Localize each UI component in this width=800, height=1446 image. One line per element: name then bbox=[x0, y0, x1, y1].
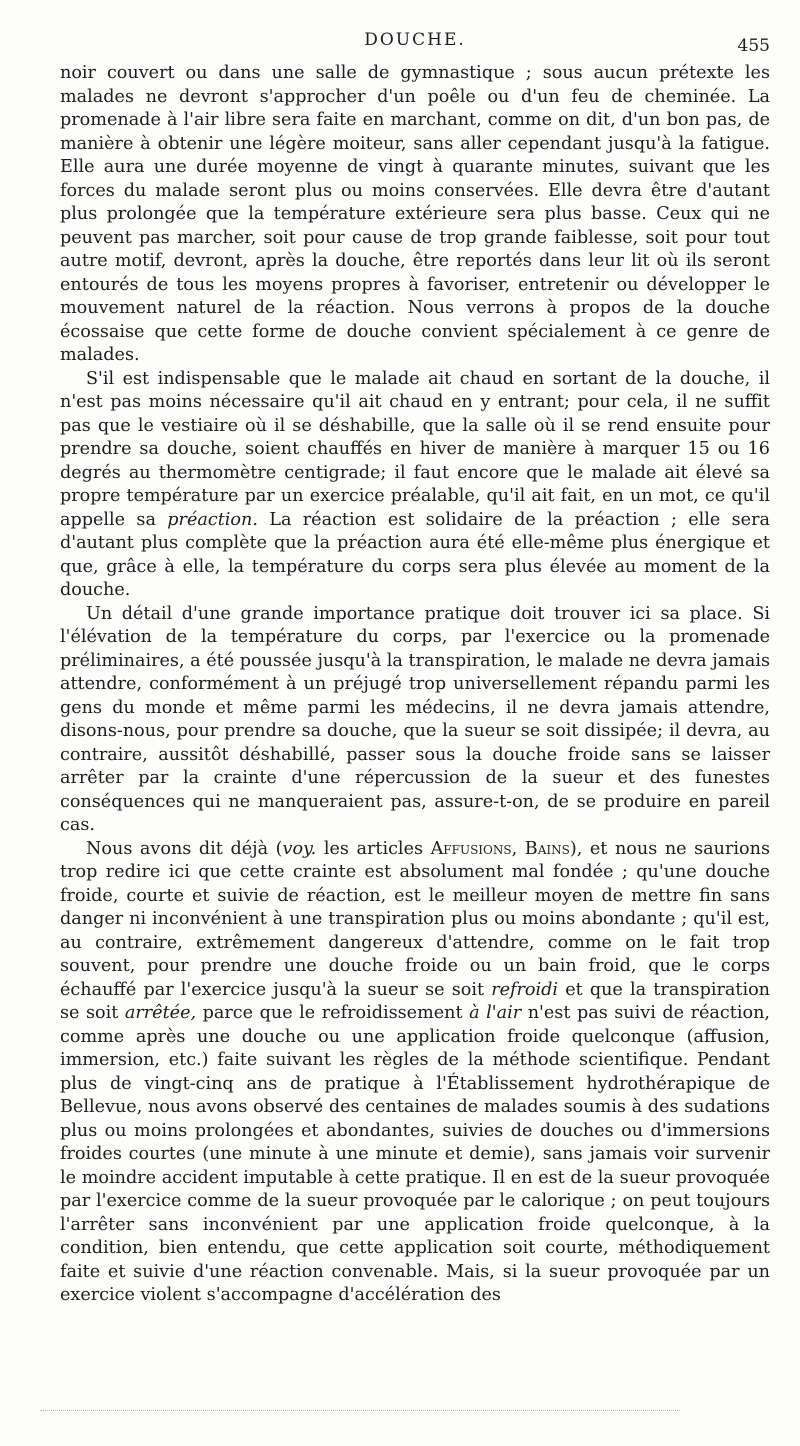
paragraph-4-text-c: , bbox=[511, 838, 525, 859]
italic-arretee: arrêtée, bbox=[124, 1003, 197, 1023]
smallcaps-affusions: Affusions bbox=[430, 838, 512, 859]
page-number: 455 bbox=[737, 36, 770, 56]
paragraph-1: noir couvert ou dans une salle de gymnastique ; sous aucun prétexte les malades ne devront s'approcher d'un poêle ou d'un feu de cheminée. La promenade à l'air libre sera faite en marchant, comme on dit, d'un bon pas, de manière à obtenir une légère moiteur, sans aller cependant jusqu'à la fatigue. Elle aura une durée moyenne de vingt à quarante minutes, suivant que les forces du malade seront plus ou moins conservées. Elle devra être d'autant plus prolongée que la température extérieure sera plus basse. Ceux qui ne peuvent pas marcher, soit pour cause de trop grande faiblesse, soit pour tout autre motif, devront, après la douche, être reportés dans leur lit où ils seront entourés de tous les moyens propres à favoriser, entretenir ou développer le mouvement naturel de la réaction. Nous verrons à propos de la douche écossaise que cette forme de douche convient spécialement à ce genre de malades. bbox=[60, 63, 770, 365]
paragraph-4-text-b: les articles bbox=[316, 838, 431, 859]
paragraph-4-text-a: Nous avons dit déjà ( bbox=[86, 838, 283, 859]
paragraph-4 bbox=[60, 838, 770, 1308]
italic-preaction: préaction. bbox=[167, 509, 258, 530]
running-title: DOUCHE. bbox=[364, 30, 466, 50]
paragraph-2 bbox=[60, 368, 770, 603]
paragraph-4-text-f: parce que le refroidissement bbox=[196, 1003, 470, 1023]
paragraph-4-text-g: n'est pas suivi de réaction, comme après une douche ou une application froide quelconque (affusion, immersion, etc.) faite suivant les règles de la méthode scientifique. Pendant plus de vingt-cinq ans de pratique à l'Établissement hydrothérapique de Bellevue, nous avons observé des centaines de malades soumis à des sudations plus ou moins prolongées et abondantes, suivies de douches ou d'immersions froides courtes (une minute à une minute et demie), sans jamais voir survenir le moindre accident imputable à cette pratique. Il en est de la sueur provoquée par l'exercice comme de la sueur provoquée par le calorique ; on peut toujours l'arrêter sans inconvénient par une application froide quelconque, à la condition, bien entendu, que cette application soit courte, méthodiquement faite et suivie d'une réaction convenable. Mais, si la sueur provoquée par un exercice violent s'accompagne d'accélération des bbox=[60, 1003, 770, 1305]
bottom-dotted-rule bbox=[40, 1410, 680, 1411]
paragraph-2-text-a: S'il est indispensable que le malade ait chaud en sortant de la douche, il n'est pas moins nécessaire qu'il ait chaud en y entrant; pour cela, il ne suffit pas que le vestiaire où il se déshabille, que la salle où il se rend ensuite pour prendre sa douche, soient chauffés en hiver de manière à marquer 15 ou 16 degrés au thermomètre centigrade; il faut encore que le malade ait élevé sa propre température par un exercice préalable, qu'il ait fait, en un mot, ce qu'il appelle sa bbox=[60, 368, 770, 530]
italic-refroidi: refroidi bbox=[491, 979, 559, 1000]
paragraph-3: Un détail d'une grande importance pratique doit trouver ici sa place. Si l'élévation de la température du corps, par l'exercice ou la promenade préliminaires, a été poussée jusqu'à la transpiration, le malade ne devra jamais attendre, conformément à un préjugé trop universellement répandu parmi les gens du monde et même parmi les médecins, il ne devra jamais attendre, disons-nous, pour prendre sa douche, que la sueur se soit dissipée; il devra, au contraire, aussitôt déshabillé, passer sous la douche froide sans se laisser arrêter par la crainte d'une répercussion de la sueur et des funestes conséquences qui ne manqueraient pas, assure-t-on, de se produire en pareil cas. bbox=[60, 603, 770, 835]
paragraph-2-text-b: La réaction est solidaire de la préaction ; elle sera d'autant plus complète que la préaction aura été elle-même plus énergique et que, grâce à elle, la température du corps sera plus élevée au moment de la douche. bbox=[60, 509, 770, 600]
page-header bbox=[60, 30, 770, 60]
smallcaps-bains: Bains bbox=[524, 838, 570, 859]
italic-voy: voy. bbox=[282, 838, 317, 859]
italic-a-l-air: à l'air bbox=[469, 1003, 522, 1023]
paragraph-4-text-d: ), et nous ne saurions trop redire ici que cette crainte est absolument mal fondée ; qu'une douche froide, courte et suivie de réaction, est le meilleur moyen de mettre fin sans danger ni inconvénient à une transpiration plus ou moins abondante ; qu'il est, au contraire, extrêmement dangereux d'attendre, comme on le fait trop souvent, pour prendre une douche froide ou un bain froid, que le corps échauffé par l'exercice jusqu'à la sueur se soit bbox=[60, 838, 770, 1000]
paragraph-4-text-e: et que la transpiration se soit bbox=[60, 979, 770, 1023]
body-text bbox=[60, 62, 770, 1308]
